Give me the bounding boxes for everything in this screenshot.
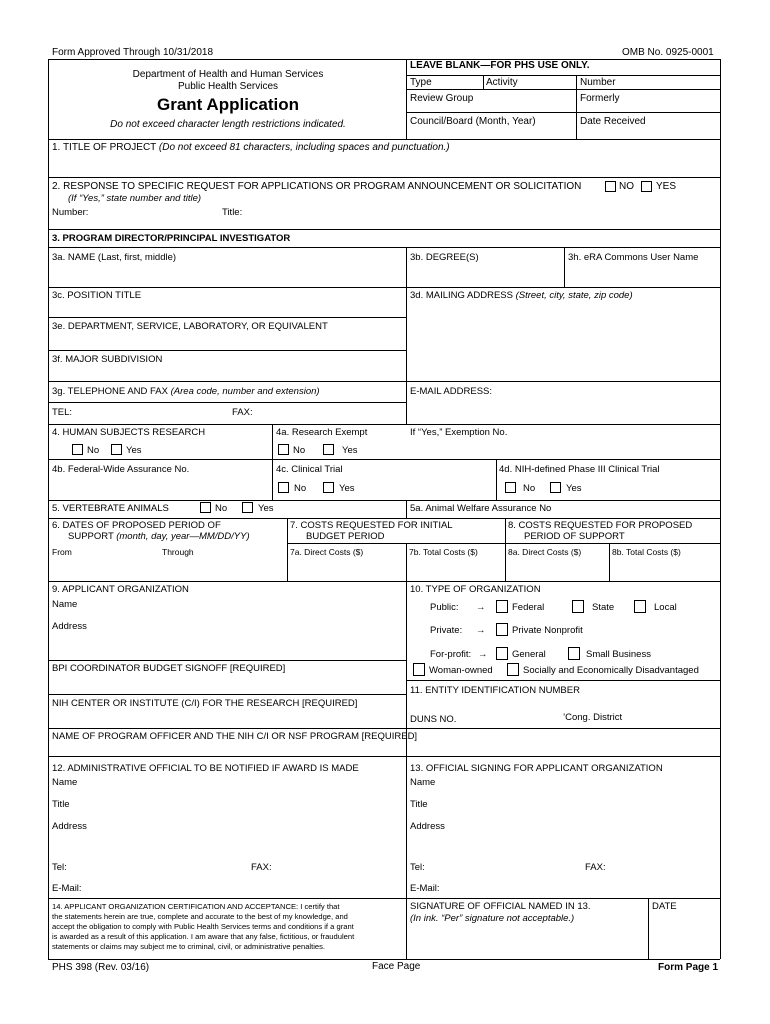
form-page-number: Form Page 1 — [658, 962, 719, 973]
telephone-fax-label: 3g. TELEPHONE AND FAX (Area code, number and extension) — [52, 386, 320, 397]
response-yes-label: YES — [656, 181, 677, 192]
response-number-label: Number: — [52, 207, 89, 218]
response-no-label: NO — [619, 181, 634, 192]
private-nonprofit-checkbox[interactable] — [496, 623, 508, 636]
department-name: Department of Health and Human Services — [132, 69, 324, 80]
state-checkbox[interactable] — [572, 600, 584, 613]
form-id: PHS 398 (Rev. 03/16) — [52, 962, 150, 973]
applicant-org-label: 9. APPLICANT ORGANIZATION — [52, 584, 189, 595]
federal-wide-assurance-label: 4b. Federal-Wide Assurance No. — [52, 464, 190, 475]
era-commons-label: 3h. eRA Commons User Name — [568, 252, 699, 263]
signature-field[interactable] — [410, 928, 646, 956]
signing-fax-label: FAX: — [585, 862, 606, 873]
council-board-label: Council/Board (Month, Year) — [410, 116, 536, 127]
human-subjects-yes-checkbox[interactable] — [111, 444, 122, 455]
vertebrate-no-checkbox[interactable] — [200, 502, 211, 513]
certification-line-3: accept the obligation to comply with Public Health Services terms and conditions if a grant — [52, 922, 354, 931]
woman-owned-checkbox[interactable] — [413, 663, 425, 676]
vertebrate-yes-label: Yes — [258, 503, 274, 514]
admin-name-label: Name — [52, 777, 78, 788]
clinical-trial-yes-checkbox[interactable] — [323, 482, 334, 493]
clinical-trial-no-checkbox[interactable] — [278, 482, 289, 493]
private-label: Private: — [430, 625, 463, 636]
date-received-label: Date Received — [580, 116, 646, 127]
clinical-trial-yes-label: Yes — [339, 483, 355, 494]
certification-line-2: the statements herein are true, complete and accurate to the best of my knowledge, and — [52, 912, 348, 921]
omb-number: OMB No. 0925-0001 — [622, 47, 714, 58]
number-field-label: Number — [580, 77, 616, 88]
program-officer-label: NAME OF PROGRAM OFFICER AND THE NIH C/I OR NSF PROGRAM [REQUIRED] — [52, 731, 418, 742]
phase-three-yes-checkbox[interactable] — [550, 482, 561, 493]
phase-three-no-checkbox[interactable] — [505, 482, 516, 493]
activity-field-label: Activity — [486, 77, 518, 88]
human-subjects-label: 4. HUMAN SUBJECTS RESEARCH — [52, 427, 206, 438]
initial-total-costs-label: 7b. Total Costs ($) — [409, 547, 478, 557]
small-business-label: Small Business — [586, 649, 651, 660]
response-no-checkbox[interactable] — [605, 181, 616, 192]
small-business-checkbox[interactable] — [568, 647, 580, 660]
state-label: State — [592, 602, 615, 613]
clinical-trial-label: 4c. Clinical Trial — [276, 464, 343, 475]
position-title-label: 3c. POSITION TITLE — [52, 290, 142, 301]
pi-name-label: 3a. NAME (Last, first, middle) — [52, 252, 177, 263]
initial-costs-label-1: 7. COSTS REQUESTED FOR INITIAL — [290, 520, 453, 531]
human-subjects-no-checkbox[interactable] — [72, 444, 83, 455]
duns-label: DUNS NO. — [410, 714, 457, 725]
signing-tel-label: Tel: — [410, 862, 425, 873]
pi-degrees-label: 3b. DEGREE(S) — [410, 252, 479, 263]
title-of-project-field[interactable] — [52, 155, 716, 175]
signing-name-label: Name — [410, 777, 436, 788]
phase-three-no-label: No — [523, 483, 536, 494]
vertebrate-animals-label: 5. VERTEBRATE ANIMALS — [52, 503, 169, 514]
response-yes-checkbox[interactable] — [641, 181, 652, 192]
nih-center-label: NIH CENTER OR INSTITUTE (C/I) FOR THE RESEARCH [REQUIRED] — [52, 698, 358, 709]
date-label: DATE — [652, 901, 677, 912]
forprofit-label: For-profit: — [430, 649, 472, 660]
dates-through-label: Through — [162, 547, 194, 557]
major-subdivision-label: 3f. MAJOR SUBDIVISION — [52, 354, 163, 365]
admin-address-label: Address — [52, 821, 87, 832]
clinical-trial-no-label: No — [294, 483, 307, 494]
type-of-org-label: 10. TYPE OF ORGANIZATION — [410, 584, 541, 595]
certification-line-1: 14. APPLICANT ORGANIZATION CERTIFICATION AND ACCEPTANCE: I certify that — [52, 902, 340, 911]
admin-fax-label: FAX: — [251, 862, 272, 873]
dates-period-label-1: 6. DATES OF PROPOSED PERIOD OF — [52, 520, 221, 531]
exempt-no-label: No — [293, 445, 306, 456]
forprofit-arrow: → — [478, 649, 488, 660]
face-page-label: Face Page — [372, 961, 421, 972]
public-label: Public: — [430, 602, 459, 613]
response-rfa-label: 2. RESPONSE TO SPECIFIC REQUEST FOR APPLICATIONS OR PROGRAM ANNOUNCEMENT OR SOLICITATION — [52, 181, 582, 192]
proposed-direct-costs-label: 8a. Direct Costs ($) — [508, 547, 582, 557]
admin-title-label: Title — [52, 799, 70, 810]
admin-email-label: E-Mail: — [52, 883, 82, 894]
dates-from-label: From — [52, 547, 72, 557]
bpi-coordinator-label: BPI COORDINATOR BUDGET SIGNOFF [REQUIRED] — [52, 663, 286, 674]
email-address-label: E-MAIL ADDRESS: — [410, 386, 493, 397]
proposed-costs-label-1: 8. COSTS REQUESTED FOR PROPOSED — [508, 520, 693, 531]
tel-label: TEL: — [52, 407, 73, 418]
review-group-label: Review Group — [410, 93, 474, 104]
private-arrow: → — [476, 625, 486, 636]
exempt-yes-label: Yes — [342, 445, 358, 456]
leave-blank-heading: LEAVE BLANK—FOR PHS USE ONLY. — [410, 60, 590, 71]
response-title-label: Title: — [222, 207, 243, 218]
applicant-address-label: Address — [52, 621, 87, 632]
vertebrate-no-label: No — [215, 503, 228, 514]
animal-welfare-label: 5a. Animal Welfare Assurance No — [410, 503, 552, 514]
admin-official-label: 12. ADMINISTRATIVE OFFICIAL TO BE NOTIFIED IF AWARD IS MADE — [52, 763, 359, 774]
form-approved-date: Form Approved Through 10/31/2018 — [52, 47, 214, 58]
phase-three-yes-label: Yes — [566, 483, 582, 494]
form-note: Do not exceed character length restrictions indicated. — [110, 119, 346, 130]
phase-three-trial-label: 4d. NIH-defined Phase III Clinical Trial — [499, 464, 660, 475]
department-label: 3e. DEPARTMENT, SERVICE, LABORATORY, OR EQUIVALENT — [52, 321, 328, 332]
type-field-label: Type — [410, 77, 432, 88]
federal-label: Federal — [512, 602, 545, 613]
signing-official-label: 13. OFFICIAL SIGNING FOR APPLICANT ORGANIZATION — [410, 763, 663, 774]
exemption-number-label: If “Yes,” Exemption No. — [410, 427, 508, 438]
signing-title-label: Title — [410, 799, 428, 810]
formerly-label: Formerly — [580, 93, 620, 104]
disadvantaged-checkbox[interactable] — [507, 663, 519, 676]
proposed-costs-label-2: PERIOD OF SUPPORT — [524, 531, 625, 542]
general-label: General — [512, 649, 546, 660]
form-title: Grant Application — [157, 95, 299, 114]
local-label: Local — [654, 602, 677, 613]
certification-line-4: is awarded as a result of this application. I am aware that any false, fictitious, or fraudulent — [52, 932, 355, 941]
signature-note: (In ink. “Per” signature not acceptable.) — [410, 913, 575, 924]
certification-line-5: statements or claims may subject me to criminal, civil, or administrative penalties. — [52, 942, 326, 951]
dates-period-label-2: SUPPORT (month, day, year—MM/DD/YY) — [68, 531, 250, 542]
entity-id-label: 11. ENTITY IDENTIFICATION NUMBER — [410, 685, 580, 696]
woman-owned-label: Woman-owned — [429, 665, 493, 676]
initial-costs-label-2: BUDGET PERIOD — [306, 531, 385, 542]
private-nonprofit-label: Private Nonprofit — [512, 625, 583, 636]
mailing-address-label: 3d. MAILING ADDRESS (Street, city, state, zip code) — [410, 290, 633, 301]
proposed-total-costs-label: 8b. Total Costs ($) — [612, 547, 681, 557]
research-exempt-label: 4a. Research Exempt — [276, 427, 368, 438]
local-checkbox[interactable] — [634, 600, 646, 613]
applicant-name-label: Name — [52, 599, 78, 610]
exempt-yes-checkbox[interactable] — [323, 444, 334, 455]
title-of-project-label: 1. TITLE OF PROJECT (Do not exceed 81 characters, including spaces and punctuation.) — [52, 142, 450, 153]
cong-district-label: ’Cong. District — [563, 712, 623, 723]
pd-pi-heading: 3. PROGRAM DIRECTOR/PRINCIPAL INVESTIGATOR — [52, 233, 291, 244]
admin-tel-label: Tel: — [52, 862, 67, 873]
agency-name: Public Health Services — [177, 81, 279, 92]
public-arrow: → — [476, 602, 486, 613]
signing-email-label: E-Mail: — [410, 883, 440, 894]
vertebrate-yes-checkbox[interactable] — [242, 502, 253, 513]
human-subjects-yes-label: Yes — [126, 445, 142, 456]
general-checkbox[interactable] — [496, 647, 508, 660]
disadvantaged-label: Socially and Economically Disadvantaged — [523, 665, 699, 676]
federal-checkbox[interactable] — [496, 600, 508, 613]
signature-label: SIGNATURE OF OFFICIAL NAMED IN 13. — [410, 901, 591, 912]
response-note: (If “Yes,” state number and title) — [68, 193, 202, 204]
exempt-no-checkbox[interactable] — [278, 444, 289, 455]
initial-direct-costs-label: 7a. Direct Costs ($) — [290, 547, 364, 557]
signing-address-label: Address — [410, 821, 445, 832]
human-subjects-no-label: No — [87, 445, 100, 456]
fax-label: FAX: — [232, 407, 253, 418]
